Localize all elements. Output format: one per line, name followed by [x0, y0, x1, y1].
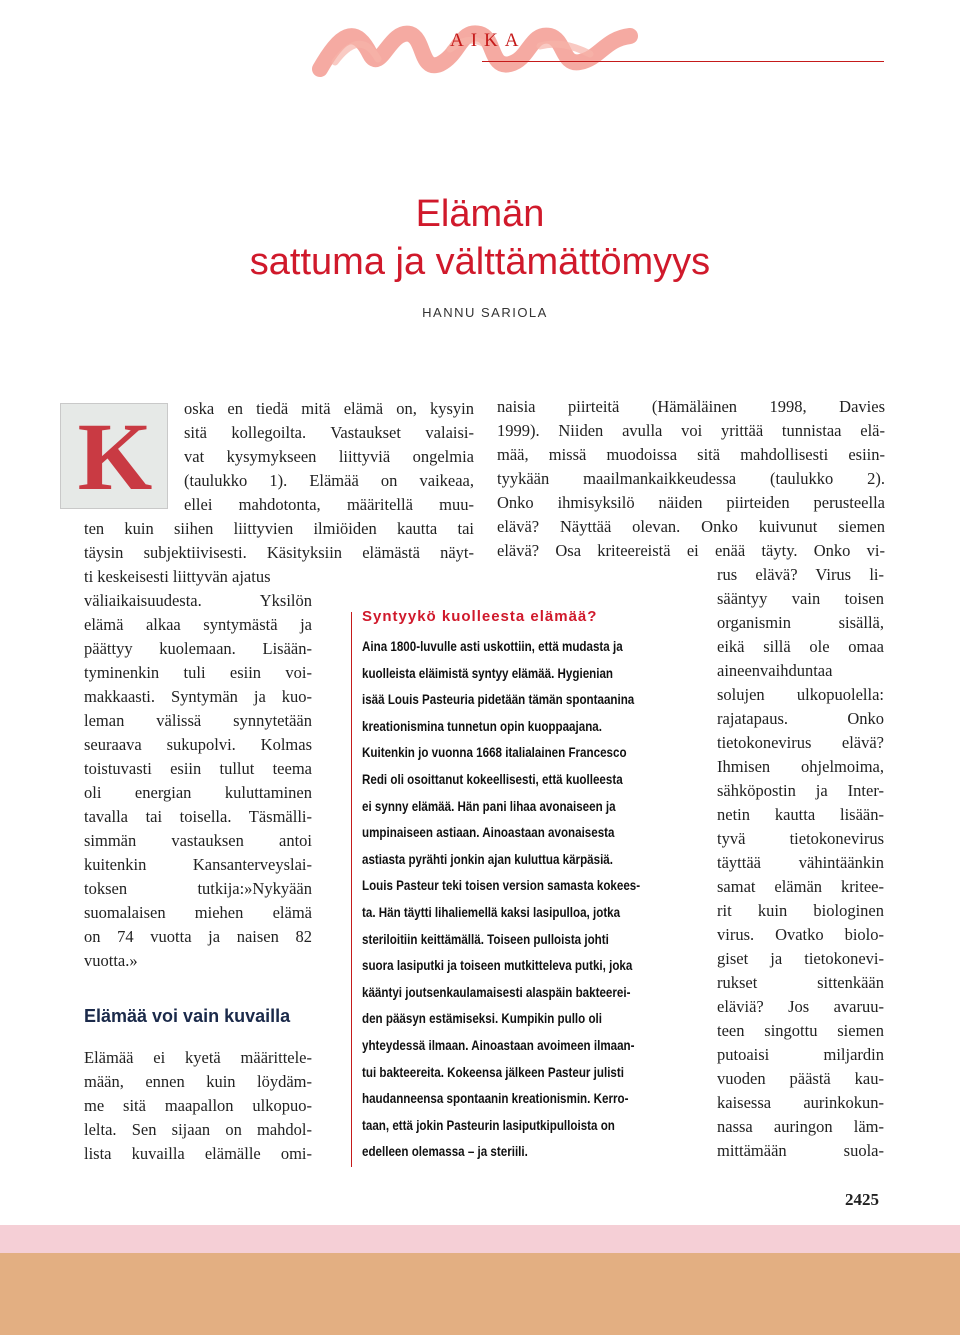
text-line: elävä? Näyttää olevan. Onko kuivunut siemen [497, 517, 885, 536]
sidebar-line: umpinaiseen astiaan. Ainoastaan avonaisesta [362, 825, 615, 841]
text-line: oska en tiedä mitä elämä on, kysyin [184, 399, 474, 418]
text-line: kuitenkin Kansanterveyslai- [84, 855, 312, 874]
text-line: seuraava sukupolvi. Kolmas [84, 735, 312, 754]
text-line: rus elävä? Virus li- [717, 565, 884, 584]
title-line: sattuma ja välttämättömyys [249, 241, 711, 283]
sidebar-line: astiasta pyrähti jonkin ajan kuluttua kärpäsiä. [362, 851, 613, 867]
sidebar-line: taan, että jokin Pasteurin lasiputkipulloista on [362, 1117, 615, 1133]
sidebar-line: kreationismina tunnetun opin kuoppaajana. [362, 718, 602, 734]
text-line: rukset sittenkään [717, 973, 884, 992]
text-line: simmän vastauksen antoi [84, 831, 312, 850]
text-line: vat kysymykseen liittyviä ongelmia [184, 447, 474, 466]
footer-band-tan [0, 1253, 960, 1335]
drop-cap-letter: K [77, 403, 153, 510]
text-line: netin kautta lisään- [717, 805, 884, 824]
text-line: vuotta.» [84, 951, 138, 970]
sidebar-line: tui bakteereita. Kokeensa jälkeen Pasteur julisti [362, 1064, 624, 1080]
sidebar-line: yhteydessä ilmaan. Ainoastaan avoimeen ilmaan- [362, 1037, 635, 1053]
sidebar-line: edelleen olemassa – ja steriili. [362, 1144, 528, 1160]
text-line: naisia piirteitä (Hämäläinen 1998, Davies [497, 397, 885, 416]
section-label: AIKA [450, 30, 526, 51]
text-line: Ihmisen ohjelmoima, [717, 757, 884, 776]
text-line: mään, ennen kuin löydäm- [84, 1072, 312, 1091]
text-line: nassa auringon läm- [717, 1117, 884, 1136]
text-line: tyykään maailmankaikkeudessa (taulukko 2). [497, 469, 885, 488]
text-line: virus. Ovatko biolo- [717, 925, 884, 944]
sidebar-line: Redi oli osoittanut kokeellisesti, että kuolleesta [362, 771, 623, 787]
text-line: eläviä? Jos avaruu- [717, 997, 884, 1016]
text-line: Elämää ei kyetä määrittele- [84, 1048, 312, 1067]
text-line: tyminenkin tuli esiin voi- [84, 663, 312, 682]
text-line: toistuvasti esiin tullut teema [84, 759, 312, 778]
text-line: eikä sillä ole omaa [717, 637, 884, 656]
sidebar-line: kääntyi joutsenkaulamaisesti alaspäin bakteerei- [362, 984, 631, 1000]
text-line: tyvä tietokonevirus [717, 829, 884, 848]
sidebar-line: ei synny elämää. Hän pani lihaa avonaiseen ja [362, 798, 616, 814]
text-line: päättyy kuolemaan. Lisään- [84, 639, 312, 658]
text-line: on 74 vuotta ja naisen 82 [84, 927, 312, 946]
article-title [0, 190, 960, 286]
body-text-column-2 [497, 395, 885, 563]
text-line: elävä? Osa kriteereistä ei enää täyty. Onko vi- [497, 541, 885, 560]
text-line: aineenvaihduntaa [717, 661, 833, 680]
sidebar-line: den pääsyn estämiseksi. Kumpikin pullo oli [362, 1011, 603, 1027]
text-line: putoaisi miljardin [717, 1045, 884, 1064]
text-line: lista kuvailla elämälle omi- [84, 1144, 312, 1163]
text-line: täyttää vähintäänkin [717, 853, 884, 872]
text-line: giset ja tietokonevi- [717, 949, 884, 968]
text-line: ten kuin siihen liittyvien ilmiöiden kautta tai [84, 519, 474, 538]
header-rule [482, 61, 884, 62]
text-line: mää, missä muodoissa sitä mahdollisesti esiin- [497, 445, 885, 464]
text-line: väliaikaisuudesta. Yksilön [84, 591, 312, 610]
text-line: organismin sisällä, [717, 613, 884, 632]
text-line: Onko ihmisyksilö näiden piirteiden perusteella [497, 493, 885, 512]
text-line: vuoden päästä kau- [717, 1069, 884, 1088]
body-text-column-1 [84, 1046, 312, 1166]
section-subheading: Elämää voi vain kuvailla [84, 1006, 291, 1026]
text-line: lelta. Sen sijaan on mahdol- [84, 1120, 312, 1139]
text-line: ti keskeisesti liittyvän ajatus [84, 567, 271, 586]
text-line: sähköpostin ja Inter- [717, 781, 884, 800]
text-line: makkaasti. Syntymän ja kuo- [84, 687, 312, 706]
author-byline: HANNU SARIOLA [422, 305, 548, 320]
page-number: 2425 [845, 1190, 879, 1209]
sidebar-line: Kuitenkin jo vuonna 1668 italialainen Francesco [362, 745, 627, 761]
text-line: rajatapaus. Onko [717, 709, 884, 728]
sidebar-line: Louis Pasteur teki toisen version samasta kokees- [362, 878, 641, 894]
text-line: mittämään suola- [717, 1141, 884, 1160]
sidebar-title: Syntyykö kuolleesta elämää? [362, 608, 598, 625]
sidebar-text [362, 634, 677, 1166]
text-line: solujen ulkopuolella: [717, 685, 884, 704]
title-line: Elämän [415, 193, 545, 235]
footer-band-pink [0, 1225, 960, 1253]
text-line: 1999). Niiden avulla voi yrittää tunnistaa elä- [497, 421, 885, 440]
sidebar-line: kuolleista eläimistä syntyy elämää. Hygienian [362, 665, 614, 681]
text-line: leman välissä synnytetään [84, 711, 312, 730]
text-line: me sitä maapallon ulkopuo- [84, 1096, 312, 1115]
text-line: tavalla tai toisella. Täsmälli- [84, 807, 312, 826]
text-line: tietokonevirus elävä? [717, 733, 884, 752]
sidebar-line: steriloitiin keittämällä. Toiseen pulloista johti [362, 931, 609, 947]
body-text-column-3 [717, 563, 884, 1163]
sidebar-line: ta. Hän täytti lihaliemellä kaksi lasipulloa, jotka [362, 904, 621, 920]
sidebar-line: suora lasiputki ja toiseen mutkitteleva putki, joka [362, 958, 633, 974]
text-line: ellei mahdotonta, määritellä muu- [184, 495, 474, 514]
text-line: toksen tutkija:»Nykyään [84, 879, 312, 898]
text-line: täysin subjektiivisesti. Käsityksiin elämästä näyt- [84, 543, 474, 562]
text-line: suomalaisen miehen elämä [84, 903, 312, 922]
text-line: kaisessa aurinkokun- [717, 1093, 884, 1112]
text-line: rit kuin biologinen [717, 901, 884, 920]
text-line: teen singottu siemen [717, 1021, 884, 1040]
text-line: samat elämän kritee- [717, 877, 884, 896]
sidebar-line: haudanneensa spontaanin kreationismin. Kerro- [362, 1091, 629, 1107]
sidebar-line: isää Louis Pasteuria pidetään tämän spontaanina [362, 692, 635, 708]
sidebar-line: Aina 1800-luvulle asti uskottiin, että mudasta ja [362, 639, 623, 654]
text-line: (taulukko 1). Elämää on vaikeaa, [184, 471, 474, 490]
text-line: sitä kollegoilta. Vastaukset valaisi- [184, 423, 474, 442]
text-line: oli energian kuluttaminen [84, 783, 312, 802]
sidebar-rule [351, 612, 352, 1167]
text-line: elämä alkaa syntymästä ja [84, 615, 312, 634]
text-line: sääntyy vain toisen [717, 589, 884, 608]
